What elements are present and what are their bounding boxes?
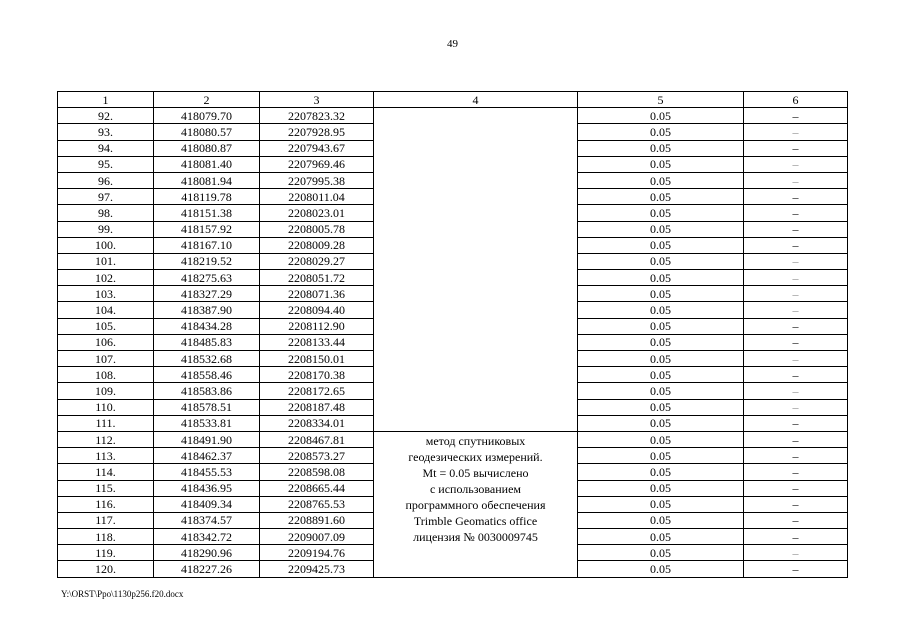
note-cell: – <box>744 302 848 318</box>
point-number-cell: 108. <box>58 367 154 383</box>
y-coordinate-cell: 2208150.01 <box>260 351 374 367</box>
note-cell: – <box>744 415 848 431</box>
note-cell: – <box>744 496 848 512</box>
accuracy-cell: 0.05 <box>578 529 744 545</box>
point-number-cell: 103. <box>58 286 154 302</box>
page-number: 49 <box>447 38 458 50</box>
point-number-cell: 112. <box>58 431 154 447</box>
point-number-cell: 104. <box>58 302 154 318</box>
header-col-6: 6 <box>744 92 848 108</box>
note-cell: – <box>744 512 848 528</box>
note-cell: – <box>744 318 848 334</box>
header-col-5: 5 <box>578 92 744 108</box>
y-coordinate-cell: 2208011.04 <box>260 189 374 205</box>
method-note-line: программного обеспечения <box>405 497 546 512</box>
y-coordinate-cell: 2207969.46 <box>260 156 374 172</box>
y-coordinate-cell: 2208665.44 <box>260 480 374 496</box>
table-body <box>58 108 848 577</box>
y-coordinate-cell: 2208573.27 <box>260 448 374 464</box>
note-cell: – <box>744 351 848 367</box>
x-coordinate-cell: 418462.37 <box>154 448 260 464</box>
y-coordinate-cell: 2207995.38 <box>260 172 374 188</box>
y-coordinate-cell: 2208112.90 <box>260 318 374 334</box>
accuracy-cell: 0.05 <box>578 237 744 253</box>
accuracy-cell: 0.05 <box>578 431 744 447</box>
y-coordinate-cell: 2208029.27 <box>260 253 374 269</box>
accuracy-cell: 0.05 <box>578 221 744 237</box>
method-cell-empty <box>374 108 578 432</box>
x-coordinate-cell: 418151.38 <box>154 205 260 221</box>
point-number-cell: 101. <box>58 253 154 269</box>
x-coordinate-cell: 418275.63 <box>154 270 260 286</box>
point-number-cell: 94. <box>58 140 154 156</box>
table-row <box>58 108 848 124</box>
x-coordinate-cell: 418455.53 <box>154 464 260 480</box>
method-note-line: лицензия № 0030009745 <box>413 529 538 544</box>
x-coordinate-cell: 418578.51 <box>154 399 260 415</box>
y-coordinate-cell: 2207928.95 <box>260 124 374 140</box>
accuracy-cell: 0.05 <box>578 545 744 561</box>
point-number-cell: 111. <box>58 415 154 431</box>
note-cell: – <box>744 334 848 350</box>
accuracy-cell: 0.05 <box>578 156 744 172</box>
accuracy-cell: 0.05 <box>578 480 744 496</box>
note-cell: – <box>744 124 848 140</box>
y-coordinate-cell: 2208005.78 <box>260 221 374 237</box>
table-header-row <box>58 92 848 108</box>
x-coordinate-cell: 418409.34 <box>154 496 260 512</box>
point-number-cell: 113. <box>58 448 154 464</box>
accuracy-cell: 0.05 <box>578 302 744 318</box>
accuracy-cell: 0.05 <box>578 415 744 431</box>
note-cell: – <box>744 545 848 561</box>
note-cell: – <box>744 140 848 156</box>
y-coordinate-cell: 2208094.40 <box>260 302 374 318</box>
accuracy-cell: 0.05 <box>578 351 744 367</box>
point-number-cell: 98. <box>58 205 154 221</box>
header-col-4: 4 <box>374 92 578 108</box>
point-number-cell: 109. <box>58 383 154 399</box>
x-coordinate-cell: 418079.70 <box>154 108 260 124</box>
method-note-line: геодезических измерений. <box>408 449 543 464</box>
accuracy-cell: 0.05 <box>578 334 744 350</box>
note-cell: – <box>744 480 848 496</box>
point-number-cell: 106. <box>58 334 154 350</box>
point-number-cell: 93. <box>58 124 154 140</box>
y-coordinate-cell: 2208334.01 <box>260 415 374 431</box>
x-coordinate-cell: 418532.68 <box>154 351 260 367</box>
note-cell: – <box>744 189 848 205</box>
point-number-cell: 92. <box>58 108 154 124</box>
x-coordinate-cell: 418290.96 <box>154 545 260 561</box>
accuracy-cell: 0.05 <box>578 253 744 269</box>
x-coordinate-cell: 418583.86 <box>154 383 260 399</box>
y-coordinate-cell: 2208765.53 <box>260 496 374 512</box>
accuracy-cell: 0.05 <box>578 561 744 577</box>
note-cell: – <box>744 270 848 286</box>
note-cell: – <box>744 431 848 447</box>
point-number-cell: 99. <box>58 221 154 237</box>
x-coordinate-cell: 418342.72 <box>154 529 260 545</box>
y-coordinate-cell: 2207943.67 <box>260 140 374 156</box>
note-cell: – <box>744 529 848 545</box>
accuracy-cell: 0.05 <box>578 399 744 415</box>
accuracy-cell: 0.05 <box>578 108 744 124</box>
file-path-footer: Y:\ORST\Ppo\1130p256.f20.docx <box>61 589 184 599</box>
x-coordinate-cell: 418374.57 <box>154 512 260 528</box>
coordinates-table <box>57 91 848 578</box>
x-coordinate-cell: 418491.90 <box>154 431 260 447</box>
note-cell: – <box>744 156 848 172</box>
y-coordinate-cell: 2208071.36 <box>260 286 374 302</box>
point-number-cell: 118. <box>58 529 154 545</box>
method-note-line: с использованием <box>429 481 522 496</box>
accuracy-cell: 0.05 <box>578 124 744 140</box>
accuracy-cell: 0.05 <box>578 367 744 383</box>
y-coordinate-cell: 2208051.72 <box>260 270 374 286</box>
note-cell: – <box>744 221 848 237</box>
y-coordinate-cell: 2209194.76 <box>260 545 374 561</box>
point-number-cell: 102. <box>58 270 154 286</box>
x-coordinate-cell: 418219.52 <box>154 253 260 269</box>
point-number-cell: 97. <box>58 189 154 205</box>
point-number-cell: 119. <box>58 545 154 561</box>
x-coordinate-cell: 418558.46 <box>154 367 260 383</box>
method-note-line: Trimble Geomatics office <box>413 513 538 528</box>
y-coordinate-cell: 2209007.09 <box>260 529 374 545</box>
accuracy-cell: 0.05 <box>578 448 744 464</box>
note-cell: – <box>744 108 848 124</box>
note-cell: – <box>744 399 848 415</box>
x-coordinate-cell: 418387.90 <box>154 302 260 318</box>
header-col-3: 3 <box>260 92 374 108</box>
x-coordinate-cell: 418434.28 <box>154 318 260 334</box>
point-number-cell: 120. <box>58 561 154 577</box>
header-col-1: 1 <box>58 92 154 108</box>
x-coordinate-cell: 418081.40 <box>154 156 260 172</box>
method-note-line: метод спутниковых <box>425 433 526 448</box>
y-coordinate-cell: 2208170.38 <box>260 367 374 383</box>
x-coordinate-cell: 418080.57 <box>154 124 260 140</box>
table-row <box>58 431 848 447</box>
note-cell: – <box>744 367 848 383</box>
point-number-cell: 110. <box>58 399 154 415</box>
x-coordinate-cell: 418227.26 <box>154 561 260 577</box>
point-number-cell: 96. <box>58 172 154 188</box>
y-coordinate-cell: 2208023.01 <box>260 205 374 221</box>
accuracy-cell: 0.05 <box>578 270 744 286</box>
note-cell: – <box>744 286 848 302</box>
method-note-cell <box>374 431 578 577</box>
x-coordinate-cell: 418157.92 <box>154 221 260 237</box>
x-coordinate-cell: 418119.78 <box>154 189 260 205</box>
point-number-cell: 114. <box>58 464 154 480</box>
y-coordinate-cell: 2208133.44 <box>260 334 374 350</box>
accuracy-cell: 0.05 <box>578 205 744 221</box>
point-number-cell: 107. <box>58 351 154 367</box>
accuracy-cell: 0.05 <box>578 172 744 188</box>
y-coordinate-cell: 2208009.28 <box>260 237 374 253</box>
accuracy-cell: 0.05 <box>578 286 744 302</box>
x-coordinate-cell: 418485.83 <box>154 334 260 350</box>
note-cell: – <box>744 448 848 464</box>
x-coordinate-cell: 418080.87 <box>154 140 260 156</box>
y-coordinate-cell: 2208172.65 <box>260 383 374 399</box>
note-cell: – <box>744 464 848 480</box>
note-cell: – <box>744 205 848 221</box>
note-cell: – <box>744 383 848 399</box>
y-coordinate-cell: 2208467.81 <box>260 431 374 447</box>
accuracy-cell: 0.05 <box>578 189 744 205</box>
y-coordinate-cell: 2208598.08 <box>260 464 374 480</box>
x-coordinate-cell: 418327.29 <box>154 286 260 302</box>
x-coordinate-cell: 418081.94 <box>154 172 260 188</box>
header-col-2: 2 <box>154 92 260 108</box>
method-note-line: Mt = 0.05 вычислено <box>422 465 529 480</box>
point-number-cell: 117. <box>58 512 154 528</box>
accuracy-cell: 0.05 <box>578 512 744 528</box>
y-coordinate-cell: 2209425.73 <box>260 561 374 577</box>
point-number-cell: 115. <box>58 480 154 496</box>
y-coordinate-cell: 2208187.48 <box>260 399 374 415</box>
point-number-cell: 105. <box>58 318 154 334</box>
note-cell: – <box>744 237 848 253</box>
y-coordinate-cell: 2207823.32 <box>260 108 374 124</box>
accuracy-cell: 0.05 <box>578 140 744 156</box>
point-number-cell: 116. <box>58 496 154 512</box>
y-coordinate-cell: 2208891.60 <box>260 512 374 528</box>
note-cell: – <box>744 172 848 188</box>
note-cell: – <box>744 561 848 577</box>
x-coordinate-cell: 418436.95 <box>154 480 260 496</box>
x-coordinate-cell: 418167.10 <box>154 237 260 253</box>
point-number-cell: 95. <box>58 156 154 172</box>
accuracy-cell: 0.05 <box>578 464 744 480</box>
x-coordinate-cell: 418533.81 <box>154 415 260 431</box>
accuracy-cell: 0.05 <box>578 383 744 399</box>
point-number-cell: 100. <box>58 237 154 253</box>
note-cell: – <box>744 253 848 269</box>
accuracy-cell: 0.05 <box>578 318 744 334</box>
accuracy-cell: 0.05 <box>578 496 744 512</box>
